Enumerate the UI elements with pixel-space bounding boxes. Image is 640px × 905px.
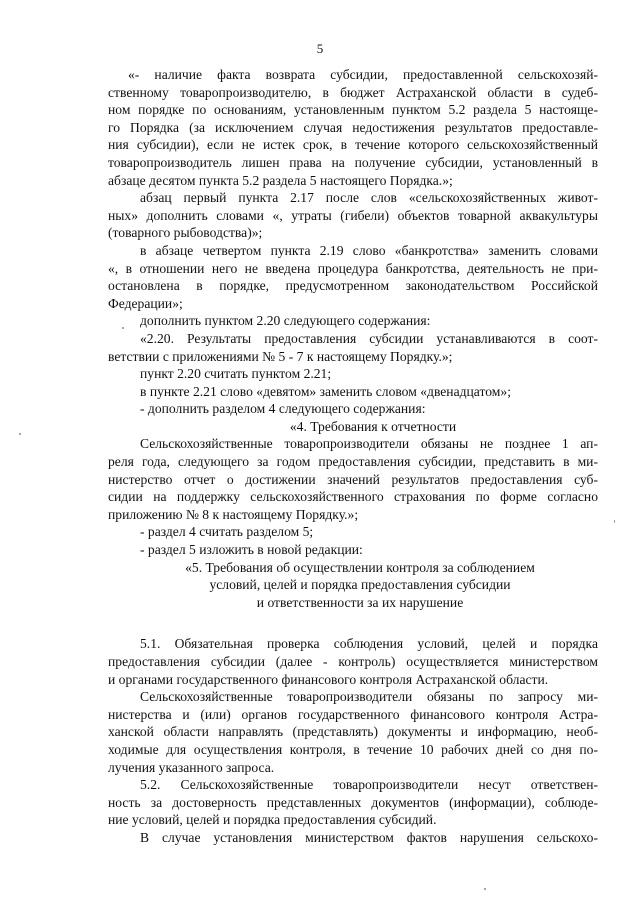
text-line: ханской области направлять (представлять) документы и информацию, необ-: [108, 724, 598, 740]
text-line: «- наличие факта возврата субсидии, предоставленной сельскохозяй-: [128, 67, 598, 82]
text-line: Федерации»;: [108, 295, 183, 311]
section-heading: «4. Требования к отчетности: [289, 418, 457, 434]
text-line: 5.2. Сельскохозяйственные товаропроизводители несут ответствен-: [140, 777, 598, 793]
section-heading: и ответственности за их нарушение: [256, 594, 464, 610]
text-line: - дополнить разделом 4 следующего содержания:: [140, 401, 426, 417]
text-line: - раздел 4 считать разделом 5;: [140, 524, 314, 540]
text-line: в абзаце четвертом пункта 2.19 слово «банкротства» заменить словами: [140, 242, 598, 258]
text-line: ходимые для осуществления контроля, в течение 10 рабочих дней со дня по-: [108, 741, 598, 757]
text-line: (товарного рыбоводства)»;: [108, 225, 263, 241]
amendment-text: [108, 66, 598, 847]
text-line: дополнить пунктом 2.20 следующего содержания:: [140, 313, 431, 329]
text-line: «2.20. Результаты предоставления субсидии устанавливаются в соот-: [140, 330, 598, 346]
page-number: 5: [316, 41, 324, 56]
section-heading: «5. Требования об осуществлении контроля за соблюдением: [185, 559, 535, 575]
text-line: в пункте 2.21 слово «девятом» заменить словом «двенадцатом»;: [140, 383, 511, 399]
text-line: сидии на поддержку сельскохозяйственного страхования по форме согласно: [108, 489, 598, 505]
text-line: Сельскохозяйственные товаропроизводители обязаны по запросу ми-: [140, 689, 598, 705]
text-line: 5.1. Обязательная проверка соблюдения условий, целей и порядка: [140, 636, 598, 652]
text-line: «, в отношении него не введена процедура банкротства, деятельность не при-: [108, 260, 598, 276]
text-line: ственному товаропроизводителю, в бюджет Астраханской области в судеб-: [108, 84, 598, 100]
text-line: пункт 2.20 считать пунктом 2.21;: [140, 366, 332, 382]
text-line: и органами государственного финансового контроля Астраханской области.: [108, 671, 549, 687]
scan-speck: [19, 433, 21, 435]
text-line: абзац первый пункта 2.17 после слов «сельскохозяйственных живот-: [140, 190, 598, 206]
section-heading: условий, целей и порядка предоставления субсидии: [209, 577, 511, 593]
text-line: абзаце десятом пункта 5.2 раздела 5 настоящего Порядка.»;: [108, 172, 453, 188]
text-line: ных» дополнить словами «, утраты (гибели) объектов товарной аквакультуры: [108, 207, 598, 223]
text-line: Сельскохозяйственные товаропроизводители обязаны не позднее 1 ап-: [140, 436, 598, 452]
text-line: го Порядка (за исключением случая недостижения результатов предоставле-: [108, 119, 598, 135]
text-line: остановлена в порядке, предусмотренном законодательством Российской: [108, 278, 598, 294]
text-line: ния субсидии), если не истек срок, в течение которого сельскохозяйственный: [108, 137, 598, 153]
text-line: нистерство отчет о достижении значений результатов предоставления суб-: [108, 471, 598, 487]
text-line: лучения указанного запроса.: [108, 759, 275, 775]
text-line: товаропроизводитель лишен права на получение субсидии, установленный в: [108, 154, 598, 170]
text-line: ность за достоверность представленных документов (информации), соблюде-: [108, 794, 598, 810]
text-line: предоставления субсидии (далее - контроль) осуществляется министерством: [108, 654, 598, 669]
text-line: В случае установления министерством фактов нарушения сельскохо-: [140, 829, 598, 845]
text-line: ветствии с приложениями № 5 - 7 к настоящему Порядку.»;: [108, 348, 453, 364]
scan-speck: [484, 888, 486, 890]
text-line: приложению № 8 к настоящему Порядку.»;: [108, 506, 359, 522]
scan-speck: [614, 520, 615, 523]
text-line: нистерства и (или) органов государственного финансового контроля Астра-: [108, 706, 598, 722]
scan-speck: [122, 327, 124, 329]
text-line: ном порядке по основаниям, установленным пунктом 5.2 раздела 5 настояще-: [108, 102, 598, 118]
text-line: - раздел 5 изложить в новой редакции:: [140, 542, 363, 558]
text-line: реля года, следующего за годом предоставления субсидии, представить в ми-: [108, 454, 598, 470]
text-line: ние условий, целей и порядка предоставления субсидий.: [108, 812, 437, 828]
